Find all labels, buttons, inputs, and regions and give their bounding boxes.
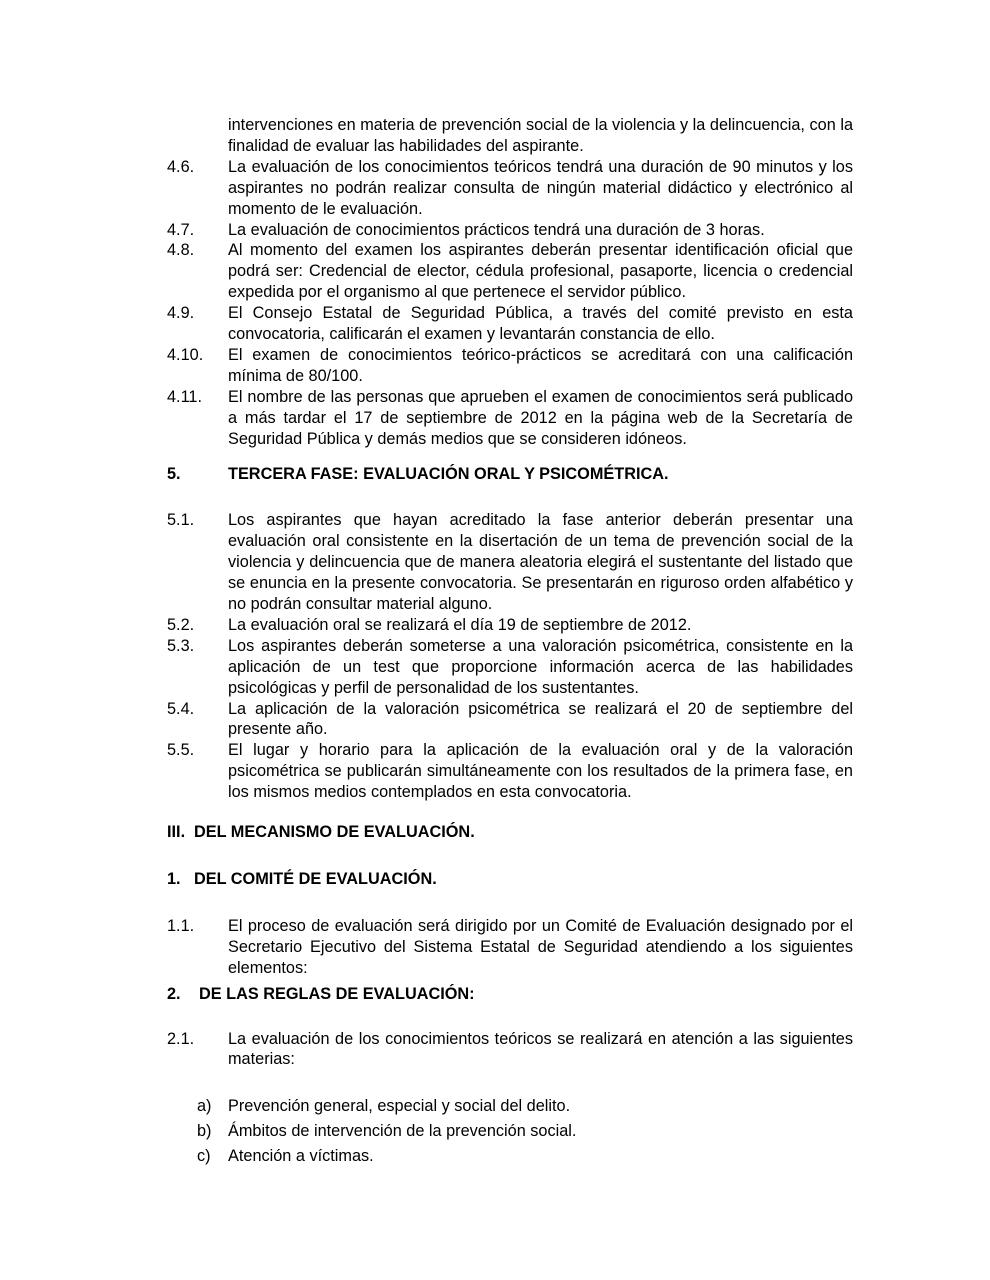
item-text: La evaluación oral se realizará el día 19 de septiembre de 2012.: [228, 615, 692, 634]
item-text: DE LAS REGLAS DE EVALUACIÓN:: [199, 984, 475, 1003]
list-item: [167, 615, 853, 636]
item-text: TERCERA FASE: EVALUACIÓN ORAL Y PSICOMÉTRICA.: [228, 464, 669, 483]
item-number: 4.11.: [167, 387, 203, 406]
item-text: La aplicación de la valoración psicométrica se realizará el 20 de septiembre del presente año.: [228, 699, 853, 739]
list-item: [167, 387, 853, 450]
section-heading: [167, 822, 853, 843]
item-text: El nombre de las personas que aprueben el examen de conocimientos será publicado a más tardar el 17 de septiembre de 2012 en la página web de la Secretaría de Seguridad Pública y demás medios que se consideren idóneos.: [228, 387, 853, 448]
item-number: 1.: [167, 870, 181, 888]
list-item: [167, 916, 853, 979]
item-text: DEL MECANISMO DE EVALUACIÓN.: [194, 823, 475, 842]
sub-list-item: [197, 1096, 853, 1117]
list-item: [167, 1029, 853, 1071]
item-number: b): [197, 1122, 212, 1141]
item-text: El proceso de evaluación será dirigido por un Comité de Evaluación designado por el Secretario Ejecutivo del Sistema Estatal de Seguridad atendiendo a los siguientes elementos:: [228, 916, 853, 977]
item-number: 4.6.: [167, 157, 195, 176]
list-item: [167, 699, 853, 741]
list-item: [167, 345, 853, 387]
sub-list-item: [197, 1121, 853, 1142]
list-item: [167, 157, 853, 220]
list-item: [167, 510, 853, 615]
item-number: 4.8.: [167, 241, 195, 260]
item-number: 4.7.: [167, 220, 195, 239]
item-number: a): [197, 1097, 212, 1116]
item-text: El examen de conocimientos teórico-prácticos se acreditará con una calificación mínima de 80/100.: [228, 345, 853, 385]
item-text: La evaluación de los conocimientos teóricos se realizará en atención a las siguientes materias:: [228, 1029, 853, 1069]
item-text: intervenciones en materia de prevención social de la violencia y la delincuencia, con la finalidad de evaluar las habilidades del aspirante.: [228, 116, 853, 155]
item-number: 4.9.: [167, 304, 195, 323]
section-heading: [167, 869, 853, 890]
sub-list-item: [197, 1146, 853, 1167]
item-text: El lugar y horario para la aplicación de la evaluación oral y de la valoración psicométrica se publicarán simultáneamente con los resultados de la primera fase, en los mismos medios contemplados en esta convocatoria.: [228, 741, 853, 802]
item-number: 5.1.: [167, 511, 195, 530]
list-item: [167, 740, 853, 803]
paragraph-continuation: [228, 115, 853, 157]
item-number: III.: [167, 823, 186, 842]
item-number: 5.2.: [167, 615, 195, 634]
item-number: 5.5.: [167, 741, 195, 760]
item-text: El Consejo Estatal de Seguridad Pública, a través del comité previsto en esta convocatoria, calificarán el examen y levantarán constancia de ello.: [228, 304, 853, 344]
list-item: [167, 240, 853, 303]
item-text: Los aspirantes deberán someterse a una valoración psicométrica, consistente en la aplicación de un test que proporcione información acerca de las habilidades psicológicas y perfil de personalidad de los sustentantes.: [228, 636, 853, 697]
item-number: 2.: [167, 984, 181, 1003]
item-text: Los aspirantes que hayan acreditado la fase anterior deberán presentar una evaluación oral consistente en la disertación de un tema de prevención social de la violencia y delincuencia que de manera aleatoria elegirá el sustentante del listado que se enuncia en la presente convocatoria. Se presentarán en riguroso orden alfabético y no podrán consultar material alguno.: [228, 511, 853, 614]
list-item: [167, 303, 853, 345]
item-number: 2.1.: [167, 1029, 195, 1048]
list-item: [167, 220, 853, 241]
item-text: La evaluación de conocimientos prácticos tendrá una duración de 3 horas.: [228, 220, 765, 239]
item-number: 5.3.: [167, 636, 195, 655]
item-text: DEL COMITÉ DE EVALUACIÓN.: [194, 870, 437, 888]
item-text: Prevención general, especial y social del delito.: [228, 1097, 571, 1116]
item-number: c): [197, 1147, 211, 1166]
item-text: La evaluación de los conocimientos teóricos tendrá una duración de 90 minutos y los aspirantes no podrán realizar consulta de ningún material didáctico y electrónico al momento de le evaluación.: [228, 157, 853, 218]
item-number: 5.4.: [167, 699, 195, 718]
item-number: 1.1.: [167, 916, 195, 935]
section-heading: [167, 984, 853, 1005]
item-text: Al momento del examen los aspirantes deberán presentar identificación oficial que podrá ser: Credencial de elector, cédula profesional, pasaporte, licencia o credencial expedida por el organismo al que pertenece el servidor público.: [228, 241, 853, 302]
document-content: [167, 115, 853, 1171]
item-text: Ámbitos de intervención de la prevención social.: [228, 1122, 577, 1141]
item-number: 4.10.: [167, 345, 204, 364]
item-number: 5.: [167, 464, 181, 483]
list-item: [167, 636, 853, 699]
section-heading: [167, 464, 853, 485]
item-text: Atención a víctimas.: [228, 1147, 374, 1166]
